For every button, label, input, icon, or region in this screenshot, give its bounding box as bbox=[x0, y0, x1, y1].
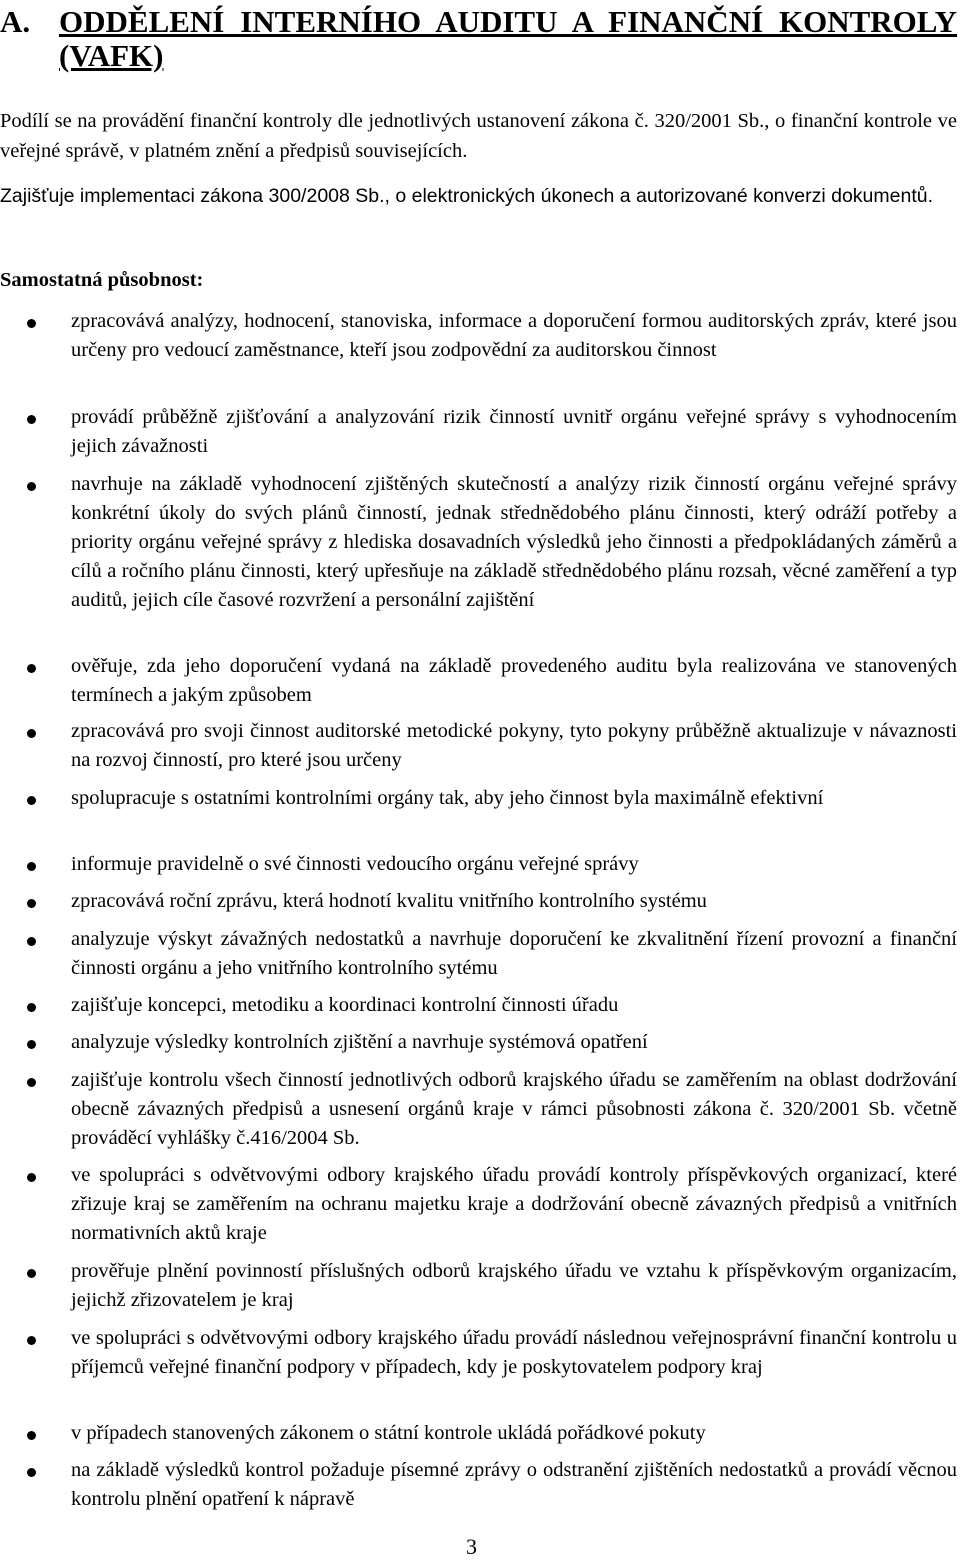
bullet-icon bbox=[27, 664, 36, 673]
bullet-icon bbox=[27, 1040, 36, 1049]
bullet-icon bbox=[27, 482, 36, 491]
bullet-icon bbox=[27, 1269, 36, 1278]
list-item-text: zpracovává analýzy, hodnocení, stanoviska, informace a doporučení formou auditorských zpráv, které jsou určeny pro vedoucí zaměstnance, kteří jsou zodpovědní za auditorskou činnost bbox=[71, 310, 957, 361]
list-item-text: navrhuje na základě vyhodnocení zjištěných skutečností a analýzy rizik činností orgánu veřejné správy konkrétní úkoly do svých plánů činností, jednak střednědobého plánu činnosti, který odráží potřeby a priority orgánu veřejné správy z hlediska dosavadních výsledků jeho činnosti a předpokládaných záměrů a cílů a ročního plánu činnosti, který upřesňuje na základě střednědobého plánu rozsah, věcné zaměření a typ auditů, jejich cíle časové rozvržení a personální zajištění bbox=[71, 473, 957, 611]
bullet-icon bbox=[27, 862, 36, 871]
list-item-text: spolupracuje s ostatními kontrolními orgány tak, aby jeho činnost byla maximálně efektivní bbox=[71, 787, 824, 809]
list-item-text: zajišťuje kontrolu všech činností jednotlivých odborů krajského úřadu se zaměřením na oblast dodržování obecně závazných předpisů a usnesení orgánů kraje v rámci působnosti zákona č. 320/2001 Sb. včetně prováděcí vyhlášky č.416/2004 Sb. bbox=[71, 1069, 957, 1149]
list-item-text: ve spolupráci s odvětvovými odbory krajského úřadu provádí kontroly příspěvkových organizací, které zřizuje kraj se zaměřením na ochranu majetku kraje a dodržování obecně závazných předpisů a vnitřních normativních aktů kraje bbox=[71, 1164, 957, 1244]
list-item-text: v případech stanovených zákonem o státní kontrole ukládá pořádkové pokuty bbox=[71, 1422, 706, 1444]
heading-title-line1: ODDĚLENÍ INTERNÍHO AUDITU A FINANČNÍ KONTROLY bbox=[59, 4, 957, 39]
bullet-icon bbox=[27, 1431, 36, 1440]
list-item-text: provádí průběžně zjišťování a analyzování rizik činností uvnitř orgánu veřejné správy s vyhodnocením jejich závažnosti bbox=[71, 406, 957, 457]
bullet-icon bbox=[27, 1336, 36, 1345]
heading-title-line2: (VAFK) bbox=[59, 38, 164, 73]
list-item-text: zpracovává pro svoji činnost auditorské metodické pokyny, tyto pokyny průběžně aktualizuje v návaznosti na rozvoj činností, pro které jsou určeny bbox=[71, 720, 957, 771]
section-subtitle: Samostatná působnost: bbox=[0, 269, 204, 291]
list-item-text: prověřuje plnění povinností příslušných odborů krajského úřadu ve vztahu k příspěvkovým organizacím, jejichž zřizovatelem je kraj bbox=[71, 1260, 957, 1311]
list-item-text: zpracovává roční zprávu, která hodnotí kvalitu vnitřního kontrolního systému bbox=[71, 890, 707, 912]
list-item-text: ve spolupráci s odvětvovými odbory krajského úřadu provádí následnou veřejnosprávní finanční kontrolu u příjemců veřejné finanční podpory v případech, kdy je poskytovatelem podpory kraj bbox=[71, 1327, 957, 1378]
list-item-text: analyzuje výskyt závažných nedostatků a navrhuje doporučení ke zkvalitnění řízení provozní a finanční činnosti orgánu a jeho vnitřního kontrolního sytému bbox=[71, 928, 957, 979]
bullet-icon bbox=[27, 899, 36, 908]
list-item-text: ověřuje, zda jeho doporučení vydaná na základě provedeného auditu byla realizována ve stanovených termínech a jakým způsobem bbox=[71, 655, 957, 706]
intro-paragraph-2: Zajišťuje implementaci zákona 300/2008 Sb., o elektronických úkonech a autorizované konverzi dokumentů. bbox=[0, 185, 934, 207]
bullet-icon bbox=[27, 729, 36, 738]
bullet-icon bbox=[27, 1468, 36, 1477]
list-item-text: zajišťuje koncepci, metodiku a koordinaci kontrolní činnosti úřadu bbox=[71, 994, 619, 1016]
bullet-icon bbox=[27, 1003, 36, 1012]
heading-number: A. bbox=[0, 4, 31, 39]
bullet-icon bbox=[27, 415, 36, 424]
list-item-text: analyzuje výsledky kontrolních zjištění a navrhuje systémová opatření bbox=[71, 1031, 648, 1053]
bullet-icon bbox=[27, 1078, 36, 1087]
page-number: 3 bbox=[466, 1534, 477, 1559]
list-item-text: informuje pravidelně o své činnosti vedoucího orgánu veřejné správy bbox=[71, 853, 639, 875]
list-item-text: na základě výsledků kontrol požaduje písemné zprávy o odstranění zjištěních nedostatků a provádí věcnou kontrolu plnění opatření k nápravě bbox=[71, 1459, 957, 1510]
bullet-icon bbox=[27, 937, 36, 946]
bullet-icon bbox=[27, 796, 36, 805]
intro-paragraph-1: Podílí se na provádění finanční kontroly dle jednotlivých ustanovení zákona č. 320/2001 Sb., o finanční kontrole ve veřejné správě, v platném znění a předpisů souvisejících. bbox=[0, 110, 957, 162]
bullet-icon bbox=[27, 319, 36, 328]
bullet-icon bbox=[27, 1173, 36, 1182]
